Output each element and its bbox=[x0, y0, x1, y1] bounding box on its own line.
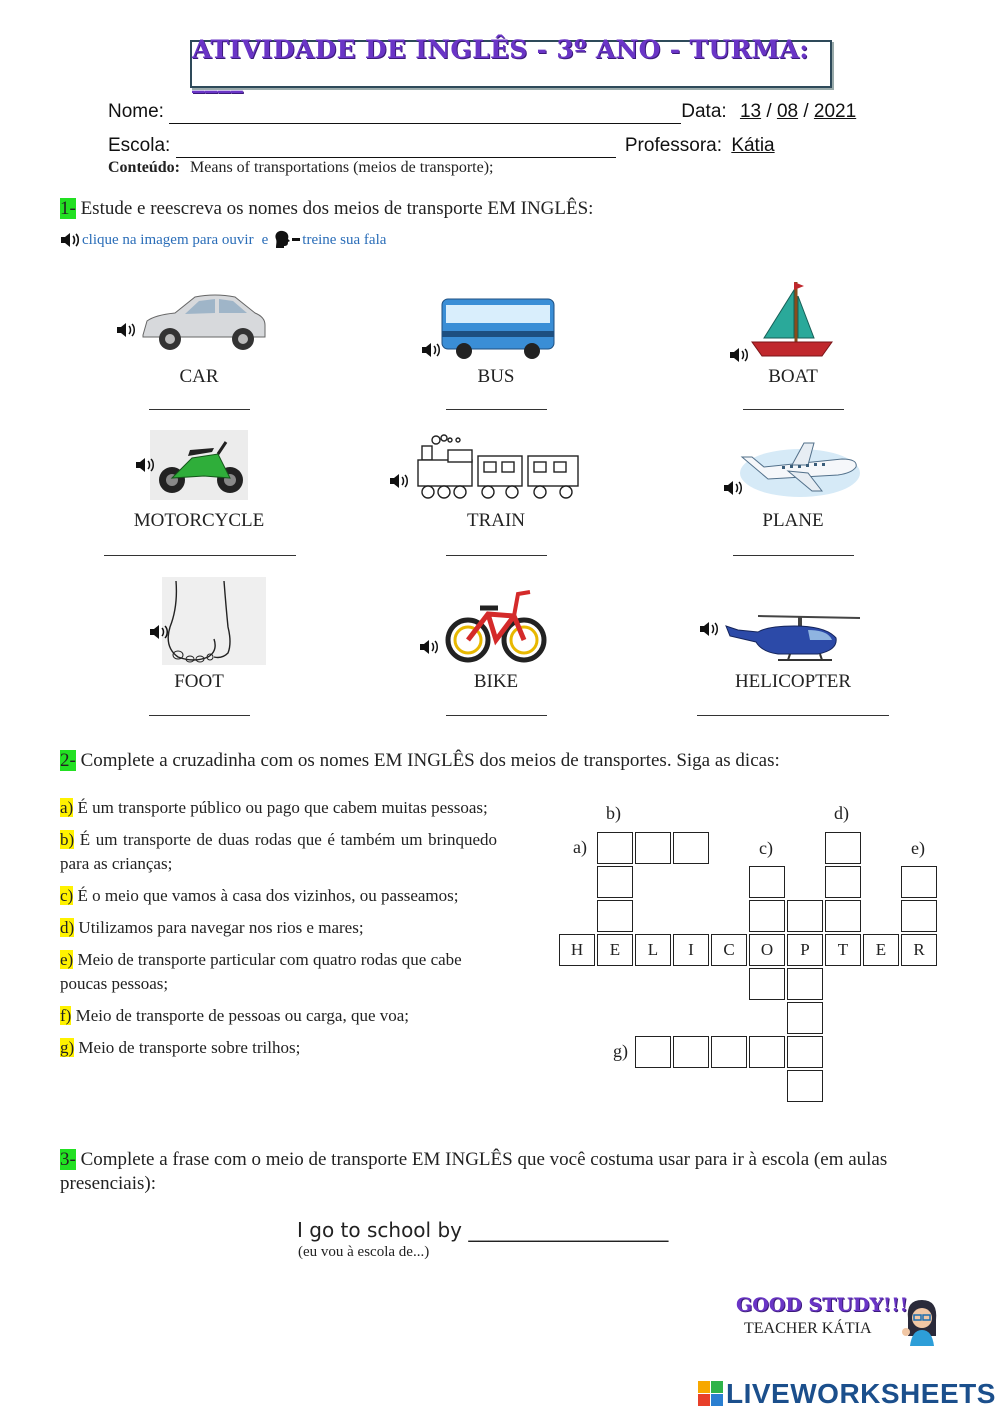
helicopter-letter-cell: E bbox=[597, 934, 633, 966]
helicopter-letter-cell: H bbox=[559, 934, 595, 966]
section2-heading bbox=[60, 750, 780, 772]
date-month[interactable]: 08 bbox=[776, 101, 799, 122]
good-study: GOOD STUDY!!! bbox=[736, 1294, 908, 1316]
hint-row bbox=[60, 230, 386, 250]
escola-label: Escola: bbox=[108, 135, 171, 156]
professora-label: Professora: bbox=[624, 135, 723, 156]
helicopter-letter-cell: R bbox=[901, 934, 937, 966]
nome-row: Nome: Data: 13 / 08 / 2021 bbox=[108, 101, 857, 122]
professora-value: Kátia bbox=[731, 135, 775, 156]
label-bus: BUS bbox=[477, 366, 515, 387]
crossword-cell[interactable] bbox=[711, 1036, 747, 1068]
hint-and: e bbox=[261, 231, 269, 248]
crossword-cell[interactable] bbox=[597, 866, 633, 898]
liveworksheets-brand: LIVEWORKSHEETS bbox=[726, 1378, 996, 1409]
crossword-label-e: e) bbox=[911, 838, 925, 858]
conteudo-label: Conteúdo: bbox=[108, 159, 181, 176]
crossword-cell[interactable] bbox=[787, 968, 823, 1000]
motorcycle-icon[interactable] bbox=[134, 430, 249, 502]
label-train: TRAIN bbox=[466, 510, 526, 531]
foot-item[interactable] bbox=[148, 577, 268, 670]
helicopter-item[interactable] bbox=[698, 612, 863, 669]
clue-key: a) bbox=[60, 798, 74, 817]
clue-key: b) bbox=[60, 830, 75, 849]
conteudo-row bbox=[108, 159, 494, 177]
label-foot: FOOT bbox=[174, 671, 224, 692]
liveworksheets-logo-icon bbox=[698, 1381, 724, 1407]
escola-field[interactable] bbox=[176, 135, 616, 158]
crossword-cell[interactable] bbox=[749, 866, 785, 898]
clue-d bbox=[60, 916, 497, 940]
data-label: Data: bbox=[681, 101, 727, 122]
car-item[interactable] bbox=[115, 285, 275, 360]
teacher-signature: TEACHER KÁTIA bbox=[744, 1320, 872, 1337]
clue-a bbox=[60, 796, 497, 820]
liveworksheets-logo[interactable] bbox=[698, 1378, 996, 1410]
crossword-cell[interactable] bbox=[901, 866, 937, 898]
section3-number: 3- bbox=[60, 1149, 76, 1170]
clue-g bbox=[60, 1036, 497, 1060]
answer-line-bike[interactable] bbox=[446, 714, 547, 716]
nome-label: Nome: bbox=[108, 101, 164, 122]
helicopter-letter-cell: L bbox=[635, 934, 671, 966]
crossword-label-b: b) bbox=[606, 803, 621, 823]
foot-icon[interactable] bbox=[148, 577, 268, 665]
section1-heading bbox=[60, 198, 593, 220]
clue-text: Meio de transporte particular com quatro rodas que cabe poucas pessoas; bbox=[60, 950, 462, 993]
sentence-translation: (eu vou à escola de...) bbox=[298, 1244, 430, 1260]
answer-line-bus[interactable] bbox=[446, 408, 547, 410]
clue-key: f) bbox=[60, 1006, 72, 1025]
school-sentence[interactable]: I go to school by ____________________ bbox=[297, 1218, 669, 1242]
date-year[interactable]: 2021 bbox=[813, 101, 857, 122]
section3-heading bbox=[60, 1148, 940, 1196]
crossword-cell[interactable] bbox=[749, 968, 785, 1000]
crossword-cell[interactable] bbox=[597, 900, 633, 932]
hint-listen: clique na imagem para ouvir bbox=[82, 231, 254, 248]
hint-speak: treine sua fala bbox=[302, 231, 387, 248]
helicopter-letter-cell: C bbox=[711, 934, 747, 966]
helicopter-letter-cell: T bbox=[825, 934, 861, 966]
crossword-cell[interactable] bbox=[635, 1036, 671, 1068]
helicopter-letter-cell: E bbox=[863, 934, 899, 966]
speaker-icon bbox=[117, 323, 134, 337]
speaking-head-icon[interactable] bbox=[272, 230, 302, 250]
clue-text: Meio de transporte sobre trilhos; bbox=[78, 1038, 301, 1057]
bike-item[interactable] bbox=[418, 586, 550, 669]
clue-key: c) bbox=[60, 886, 74, 905]
crossword-cell[interactable] bbox=[787, 1002, 823, 1034]
crossword-cell[interactable] bbox=[749, 1036, 785, 1068]
car-icon[interactable] bbox=[115, 285, 275, 355]
crossword-cell[interactable] bbox=[787, 900, 823, 932]
clue-c bbox=[60, 884, 497, 908]
answer-line-motorcycle[interactable] bbox=[104, 554, 296, 556]
label-bike: BIKE bbox=[473, 671, 519, 692]
date-day[interactable]: 13 bbox=[739, 101, 762, 122]
label-car: CAR bbox=[179, 366, 219, 387]
answer-line-boat[interactable] bbox=[743, 408, 844, 410]
bike-icon[interactable] bbox=[418, 586, 550, 664]
answer-line-helicopter[interactable] bbox=[697, 714, 889, 716]
teacher-avatar bbox=[896, 1296, 946, 1353]
label-helicopter: HELICOPTER bbox=[734, 671, 852, 692]
clue-text: É um transporte público ou pago que cabem muitas pessoas; bbox=[77, 798, 488, 817]
crossword-label-a: a) bbox=[573, 837, 587, 857]
crossword-cell[interactable] bbox=[673, 832, 709, 864]
crossword-label-d: d) bbox=[834, 803, 849, 823]
section2-number: 2- bbox=[60, 750, 76, 771]
label-plane: PLANE bbox=[762, 510, 824, 531]
crossword-cell[interactable] bbox=[787, 1036, 823, 1068]
sailboat-icon[interactable] bbox=[728, 280, 838, 365]
clue-key: e) bbox=[60, 950, 74, 969]
worksheet-title: ATIVIDADE DE INGLÊS - 3º ANO - TURMA: ____ bbox=[192, 35, 809, 93]
clues-list bbox=[60, 796, 497, 1060]
plane-item[interactable] bbox=[722, 435, 862, 506]
answer-line-plane[interactable] bbox=[733, 554, 854, 556]
crossword-cell[interactable] bbox=[825, 832, 861, 864]
section3-instruction: Complete a frase com o meio de transporte EM INGLÊS que você costuma usar para ir à escola (em aulas presenciais): bbox=[60, 1149, 888, 1194]
answer-line-foot[interactable] bbox=[149, 714, 250, 716]
clue-text: Meio de transporte de pessoas ou carga, que voa; bbox=[75, 1006, 410, 1025]
crossword-label-c: c) bbox=[759, 838, 773, 858]
crossword-label-g: g) bbox=[613, 1041, 628, 1061]
section1-number: 1- bbox=[60, 198, 76, 219]
motorcycle-item[interactable] bbox=[134, 430, 249, 507]
crossword-cell[interactable] bbox=[825, 900, 861, 932]
section1-instruction: Estude e reescreva os nomes dos meios de transporte EM INGLÊS: bbox=[80, 198, 594, 219]
title-box bbox=[190, 35, 832, 93]
crossword-cell[interactable] bbox=[749, 900, 785, 932]
helicopter-letter-cell: I bbox=[673, 934, 709, 966]
clue-text: É um transporte de duas rodas que é também um brinquedo para as crianças; bbox=[60, 830, 498, 873]
conteudo-value: Means of transportations (meios de transporte); bbox=[190, 159, 494, 176]
plane-icon[interactable] bbox=[722, 435, 862, 501]
clue-text: Utilizamos para navegar nos rios e mares; bbox=[78, 918, 364, 937]
clue-text: É o meio que vamos à casa dos vizinhos, ou passeamos; bbox=[77, 886, 459, 905]
crossword-cell[interactable] bbox=[635, 832, 671, 864]
clue-key: g) bbox=[60, 1038, 75, 1057]
helicopter-letter-cell: P bbox=[787, 934, 823, 966]
boat-item[interactable] bbox=[728, 280, 838, 370]
crossword-cell[interactable] bbox=[825, 866, 861, 898]
answer-line-car[interactable] bbox=[149, 408, 250, 410]
crossword-cell[interactable] bbox=[597, 832, 633, 864]
bus-item[interactable] bbox=[420, 295, 560, 370]
crossword-cell[interactable] bbox=[673, 1036, 709, 1068]
helicopter-letter-cell: O bbox=[749, 934, 785, 966]
clue-key: d) bbox=[60, 918, 75, 937]
helicopter-icon[interactable] bbox=[698, 612, 863, 664]
train-icon[interactable] bbox=[388, 434, 583, 502]
crossword-cell[interactable] bbox=[787, 1070, 823, 1102]
clue-e bbox=[60, 948, 497, 996]
speaker-icon[interactable] bbox=[60, 232, 82, 248]
section2-instruction: Complete a cruzadinha com os nomes EM INGLÊS dos meios de transportes. Siga as dicas: bbox=[80, 750, 780, 771]
bus-icon[interactable] bbox=[420, 295, 560, 365]
clue-f bbox=[60, 1004, 497, 1028]
label-boat: BOAT bbox=[768, 366, 818, 387]
teacher-avatar-icon bbox=[896, 1296, 946, 1348]
nome-field[interactable] bbox=[169, 101, 681, 124]
escola-row bbox=[108, 135, 775, 158]
answer-line-train[interactable] bbox=[446, 554, 547, 556]
clue-b bbox=[60, 828, 497, 876]
crossword-cell[interactable] bbox=[901, 900, 937, 932]
train-item[interactable] bbox=[388, 434, 583, 507]
label-motorcycle: MOTORCYCLE bbox=[133, 510, 265, 531]
